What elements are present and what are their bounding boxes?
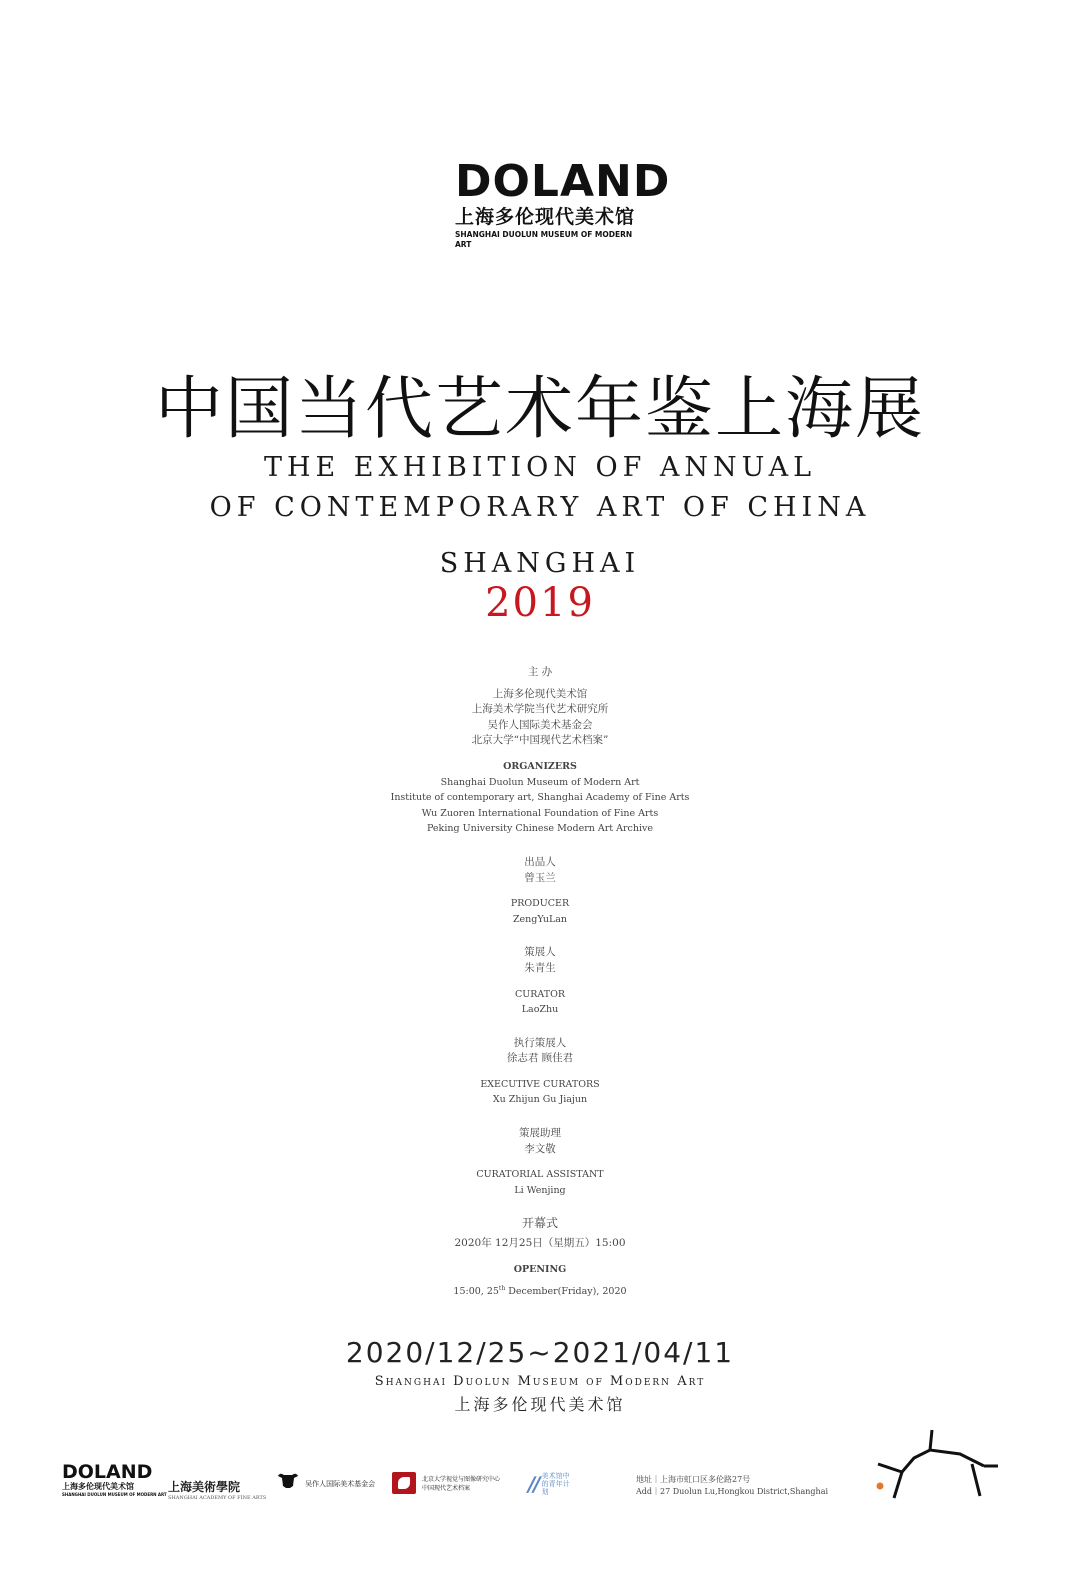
organizer-cn-4: 北京大学“中国现代艺术档案”: [471, 734, 609, 747]
venue-en: Shanghai Duolun Museum of Modern Art: [374, 1374, 706, 1389]
title-en-line2: OF CONTEMPORARY ART OF CHINA: [209, 492, 871, 523]
curator-en-label: CURATOR: [514, 988, 566, 1000]
title-cn: 中国当代艺术年鉴上海展: [154, 370, 925, 449]
venue-cn: 上海多伦现代美术馆: [454, 1395, 626, 1414]
organizer-cn-1: 上海多伦现代美术馆: [492, 687, 588, 700]
organizer-cn-3: 吴作人国际美术基金会: [487, 718, 593, 731]
organizer-en-4: Peking University Chinese Modern Art Archive: [426, 823, 654, 835]
exhibition-dates: 2020/12/25~2021/04/11: [345, 1336, 735, 1369]
exec-curators-en-label: EXECUTIVE CURATORS: [480, 1078, 600, 1090]
footer-partner-logo: ∕∕ 美术馆中的青年计划: [528, 1472, 570, 1496]
exec-curators-en-name: Xu Zhijun Gu Jiajun: [492, 1094, 588, 1106]
organizers-en-label: ORGANIZERS: [503, 760, 577, 772]
curator-cn-name: 朱青生: [524, 961, 556, 974]
opening-en-label: OPENING: [513, 1263, 567, 1275]
credits: [0, 665, 1080, 1300]
pku-seal-icon: [392, 1472, 416, 1494]
footer-wzr-logo: 吴作人国际美术基金会: [276, 1472, 375, 1494]
assistant-en-name: Li Wenjing: [514, 1184, 566, 1196]
curator-en-name: LaoZhu: [521, 1004, 559, 1016]
assistant-cn-label: 策展助理: [519, 1127, 561, 1140]
footer-saa-logo: 上海美術學院 SHANGHAI ACADEMY OF FINE ARTS: [168, 1480, 267, 1501]
location-map-icon: [872, 1428, 1002, 1500]
exec-curators-cn-label: 执行策展人: [513, 1036, 567, 1049]
footer-pku-logo: 北京大学视觉与图像研究中心 中国现代艺术档案: [392, 1472, 500, 1494]
exec-curators-cn-name: 徐志君 顾佳君: [506, 1052, 574, 1065]
partner-mark-icon: ∕∕: [528, 1472, 539, 1496]
logo-en-name: SHANGHAI DUOLUN MUSEUM OF MODERN ART: [455, 230, 633, 249]
assistant-en-label: CURATORIAL ASSISTANT: [476, 1169, 604, 1181]
opening-en-time: 15:00, 25th December(Friday), 2020: [453, 1285, 627, 1298]
producer-cn-name: 曾玉兰: [524, 871, 556, 884]
museum-logo: [455, 156, 671, 250]
opening-cn-label: 开幕式: [521, 1216, 558, 1231]
title-city: SHANGHAI: [439, 548, 641, 579]
title-en-line1: THE EXHIBITION OF ANNUAL: [263, 452, 817, 483]
opening-cn-time: 2020年 12月25日（星期五）15:00: [454, 1237, 626, 1250]
footer-address: 地址｜上海市虹口区多伦路27号 Add｜27 Duolun Lu,Hongkou District,Shanghai: [636, 1475, 829, 1496]
footer-doland-logo: DOLAND 上海多伦现代美术馆 SHANGHAI DUOLUN MUSEUM OF MODERN ART: [62, 1461, 167, 1497]
organizer-en-3: Wu Zuoren International Foundation of Fine Arts: [421, 807, 659, 819]
organizers-cn-label: 主 办: [527, 666, 553, 678]
producer-en-label: PRODUCER: [510, 898, 570, 910]
assistant-cn-name: 李文敬: [524, 1142, 556, 1155]
logo-wordmark: DOLAND: [455, 156, 671, 207]
organizer-cn-2: 上海美术学院当代艺术研究所: [471, 703, 609, 716]
logo-cn-name: 上海多伦现代美术馆: [455, 206, 636, 228]
bull-icon: [276, 1472, 300, 1490]
organizer-en-1: Shanghai Duolun Museum of Modern Art: [440, 776, 640, 788]
producer-en-name: ZengYuLan: [512, 913, 568, 925]
producer-cn-label: 出品人: [524, 855, 556, 868]
curator-cn-label: 策展人: [524, 946, 556, 959]
organizer-en-2: Institute of contemporary art, Shanghai Academy of Fine Arts: [390, 792, 690, 804]
title-year: 2019: [485, 580, 595, 626]
